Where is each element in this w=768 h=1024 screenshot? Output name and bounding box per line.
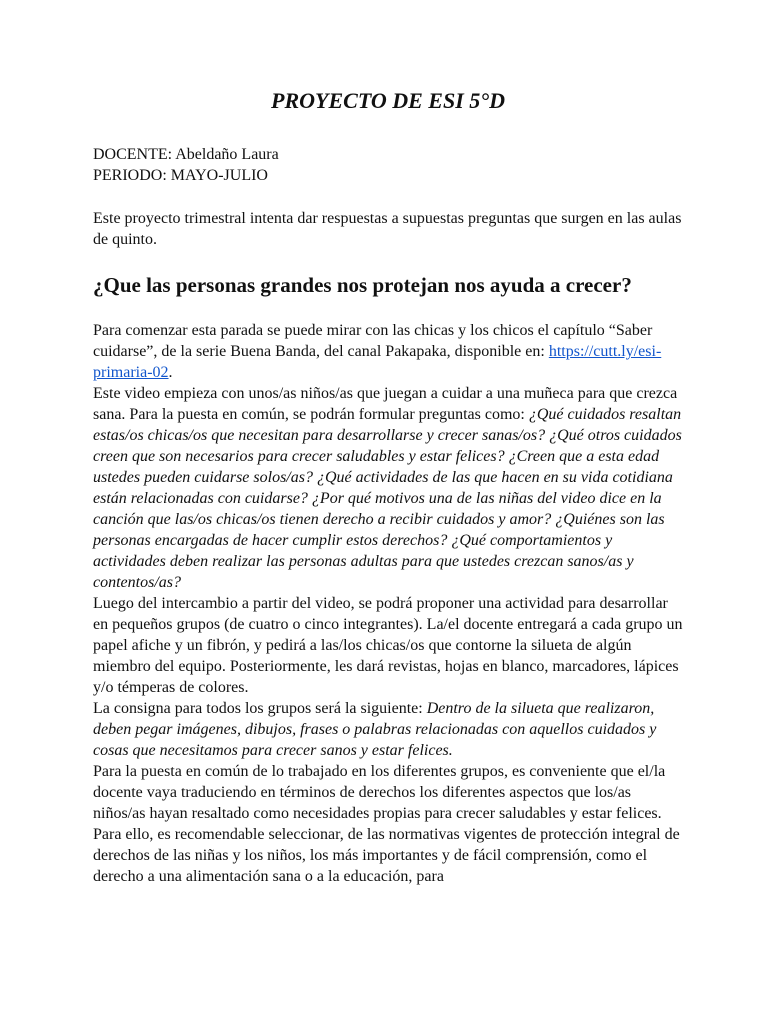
paragraph-activity-line2: en pequeños grupos (de cuatro o cinco integrantes). La/el docente entregará a cada grupo un papel afiche y un fibrón, y pedirá a las/los chicas/os que contorne la silueta de algún miembro del equipo. Posteriormente, les dará revistas, hojas en blanco, marcadores, lápices y/o témperas de colores.: [93, 616, 683, 696]
periodo-line: PERIODO: MAYO-JULIO: [93, 167, 268, 184]
paragraph-consigna-intro: La consigna para todos los grupos será la siguiente:: [93, 700, 427, 717]
intro-paragraph: Este proyecto trimestral intenta dar respuestas a supuestas preguntas que surgen en las aulas de quinto.: [93, 210, 682, 248]
paragraph-questions-intro: Este video empieza con unos/as niños/as que juegan a cuidar a una muñeca para que crezca sana. Para la puesta en común, se podrán formular preguntas como:: [93, 385, 678, 423]
paragraph-consigna: [93, 698, 683, 761]
docente-line: DOCENTE: Abeldaño Laura: [93, 146, 279, 163]
paragraph-questions-list: ¿Qué cuidados resaltan estas/os chicas/os que necesitan para desarrollarse y crecer sanas/os? ¿Qué otros cuidados creen que son necesarios para crecer saludables y estar felices? ¿Creen que a esta edad ustedes pueden cuidarse solos/as? ¿Qué actividades de las que hacen en su vida cotidiana están relacionadas con cuidarse? ¿Por qué motivos una de las niñas del video dice en la canción que las/os chicas/os tienen derecho a recibir cuidados y amor? ¿Quiénes son las personas encargadas de hacer cumplir estos derechos? ¿Qué comportamientos y actividades deben realizar las personas adultas para que ustedes crezcan sanos/as y contentos/as?: [93, 406, 682, 591]
document-meta: [93, 144, 683, 186]
paragraph-video: [93, 320, 683, 383]
paragraph-consigna-text: Dentro de la silueta que realizaron, deben pegar imágenes, dibujos, frases o palabras relacionadas con aquellos cuidados y cosas que necesitamos para crecer sanos y estar felices.: [93, 700, 657, 759]
paragraph-puesta-line1: Para la puesta en común de lo trabajado en los diferentes grupos, es conveniente que el/la: [93, 763, 666, 780]
section-question-heading: ¿Que las personas grandes nos protejan nos ayuda a crecer?: [93, 273, 632, 297]
paragraph-activity-line1: Luego del intercambio a partir del video, se podrá proponer una actividad para desarrollar: [93, 595, 668, 612]
paragraph-video-end: .: [168, 364, 173, 381]
video-link[interactable]: https://cutt.ly/esi-primaria-02: [93, 343, 662, 381]
document-page: [93, 86, 683, 887]
paragraph-video-text: Para comenzar esta parada se puede mirar con las chicas y los chicos el capítulo “Saber cuidarse”, de la serie Buena Banda, del canal Pakapaka, disponible en:: [93, 322, 653, 360]
paragraph-puesta-line2: docente vaya traduciendo en términos de derechos los diferentes aspectos que los/as niños/as hayan resaltado como necesidades propias para crecer saludables y estar felices. Para ello, es recomendable seleccionar, de las normativas vigentes de protección integral de derechos de las niñas y los niños, los más importantes y de fácil comprensión, como el derecho a una alimentación sana o a la educación, para: [93, 784, 680, 885]
document-title: PROYECTO DE ESI 5°D: [271, 88, 505, 113]
paragraph-questions: [93, 383, 683, 593]
document-body: [93, 320, 683, 887]
